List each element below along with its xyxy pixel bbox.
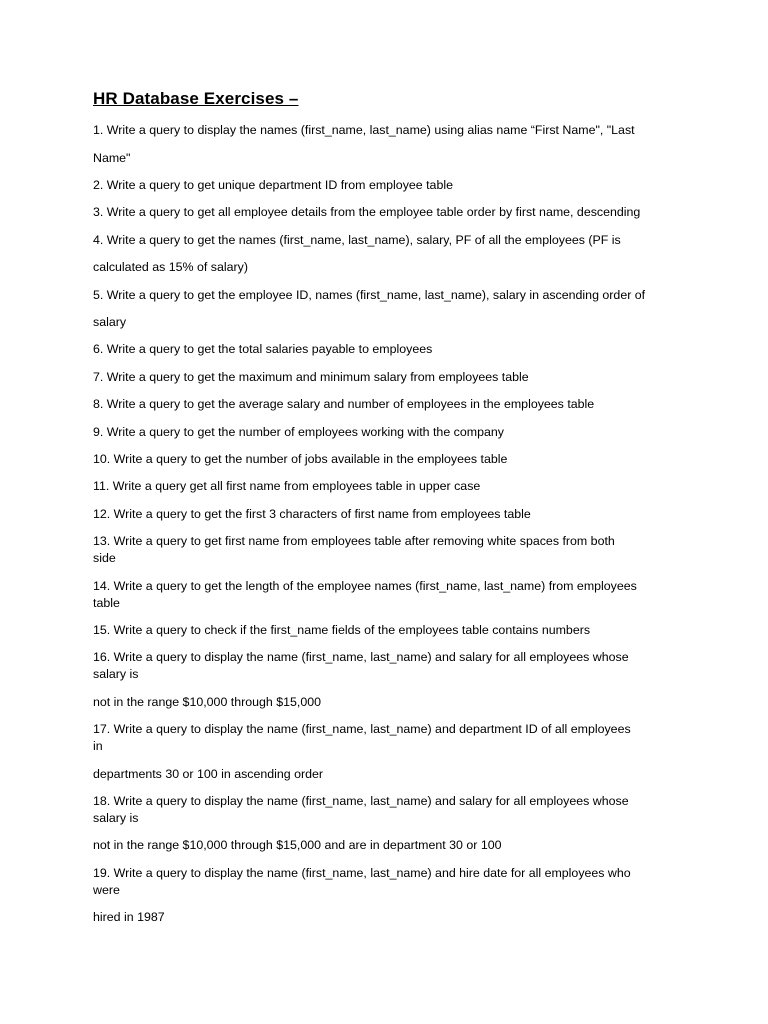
exercise-19-line-2: were [93, 882, 120, 897]
exercise-12-line-1: 12. Write a query to get the first 3 characters of first name from employees table [93, 506, 531, 521]
exercise-1-line-1: 1. Write a query to display the names (first_name, last_name) using alias name “First Name", "Last [93, 123, 635, 137]
exercise-12 [93, 506, 683, 523]
exercise-17-line-1: 17. Write a query to display the name (first_name, last_name) and department ID of all employees [93, 722, 631, 737]
exercise-15-line-1: 15. Write a query to check if the first_name fields of the employees table contains numbers [93, 622, 591, 637]
exercise-10-line-1: 10. Write a query to get the number of jobs available in the employees table [93, 452, 508, 467]
exercise-5-line-2: salary [93, 315, 127, 330]
document-title: HR Database Exercises – [93, 89, 299, 108]
exercise-3-line-1: 3. Write a query to get all employee details from the employee table order by first name, descending [93, 205, 641, 220]
exercise-16-continuation [93, 694, 683, 711]
exercise-2 [93, 177, 683, 194]
exercise-18 [93, 793, 683, 827]
document-page [93, 88, 683, 936]
exercise-2-line-1: 2. Write a query to get unique department ID from employee table [93, 177, 453, 192]
exercise-16-line-3: not in the range $10,000 through $15,000 [93, 694, 322, 709]
exercise-16-line-1: 16. Write a query to display the name (first_name, last_name) and salary for all employees whose [93, 650, 629, 665]
exercise-7 [93, 369, 683, 386]
exercise-18-line-2: salary is [93, 810, 139, 825]
exercise-9-line-1: 9. Write a query to get the number of employees working with the company [93, 424, 504, 439]
exercise-18-continuation [93, 837, 683, 854]
exercise-9 [93, 424, 683, 441]
exercise-5 [93, 287, 683, 332]
exercise-18-line-3: not in the range $10,000 through $15,000 and are in department 30 or 100 [93, 838, 502, 853]
exercise-8-line-1: 8. Write a query to get the average salary and number of employees in the employees table [93, 397, 595, 412]
exercise-4-line-1: 4. Write a query to get the names (first_name, last_name), salary, PF of all the employees (PF is [93, 232, 621, 247]
exercise-18-line-1: 18. Write a query to display the name (first_name, last_name) and salary for all employees whose [93, 793, 629, 808]
exercise-17-continuation [93, 766, 683, 783]
exercise-3 [93, 204, 683, 221]
exercise-4-line-2: calculated as 15% of salary) [93, 260, 248, 275]
exercise-11 [93, 478, 683, 495]
exercise-8 [93, 396, 683, 413]
exercise-13 [93, 533, 683, 567]
exercise-10 [93, 451, 683, 468]
exercise-13-line-2: side [93, 551, 116, 566]
exercise-14-line-1: 14. Write a query to get the length of the employee names (first_name, last_name) from employees [93, 578, 637, 593]
exercise-1 [93, 122, 683, 167]
exercise-17 [93, 721, 683, 755]
exercise-16-line-2: salary is [93, 667, 139, 682]
exercise-7-line-1: 7. Write a query to get the maximum and minimum salary from employees table [93, 369, 529, 384]
exercise-4 [93, 232, 683, 277]
exercise-14-line-2: table [93, 595, 120, 610]
exercise-11-line-1: 11. Write a query get all first name from employees table in upper case [93, 479, 481, 494]
exercise-19 [93, 865, 683, 899]
exercise-5-line-1: 5. Write a query to get the employee ID, names (first_name, last_name), salary in ascending order of [93, 287, 646, 302]
exercise-17-line-2: in [93, 739, 103, 754]
exercise-16 [93, 649, 683, 683]
exercise-17-line-3: departments 30 or 100 in ascending order [93, 766, 324, 781]
exercise-6-line-1: 6. Write a query to get the total salaries payable to employees [93, 342, 433, 357]
exercise-1-line-2: Name" [93, 150, 131, 165]
exercise-19-continuation [93, 909, 683, 926]
exercise-19-line-1: 19. Write a query to display the name (first_name, last_name) and hire date for all employees who [93, 865, 631, 880]
exercise-15 [93, 622, 683, 639]
exercise-6 [93, 341, 683, 358]
exercise-14 [93, 578, 683, 612]
exercise-19-line-3: hired in 1987 [93, 910, 165, 925]
exercise-13-line-1: 13. Write a query to get first name from employees table after removing white spaces from both [93, 534, 615, 549]
